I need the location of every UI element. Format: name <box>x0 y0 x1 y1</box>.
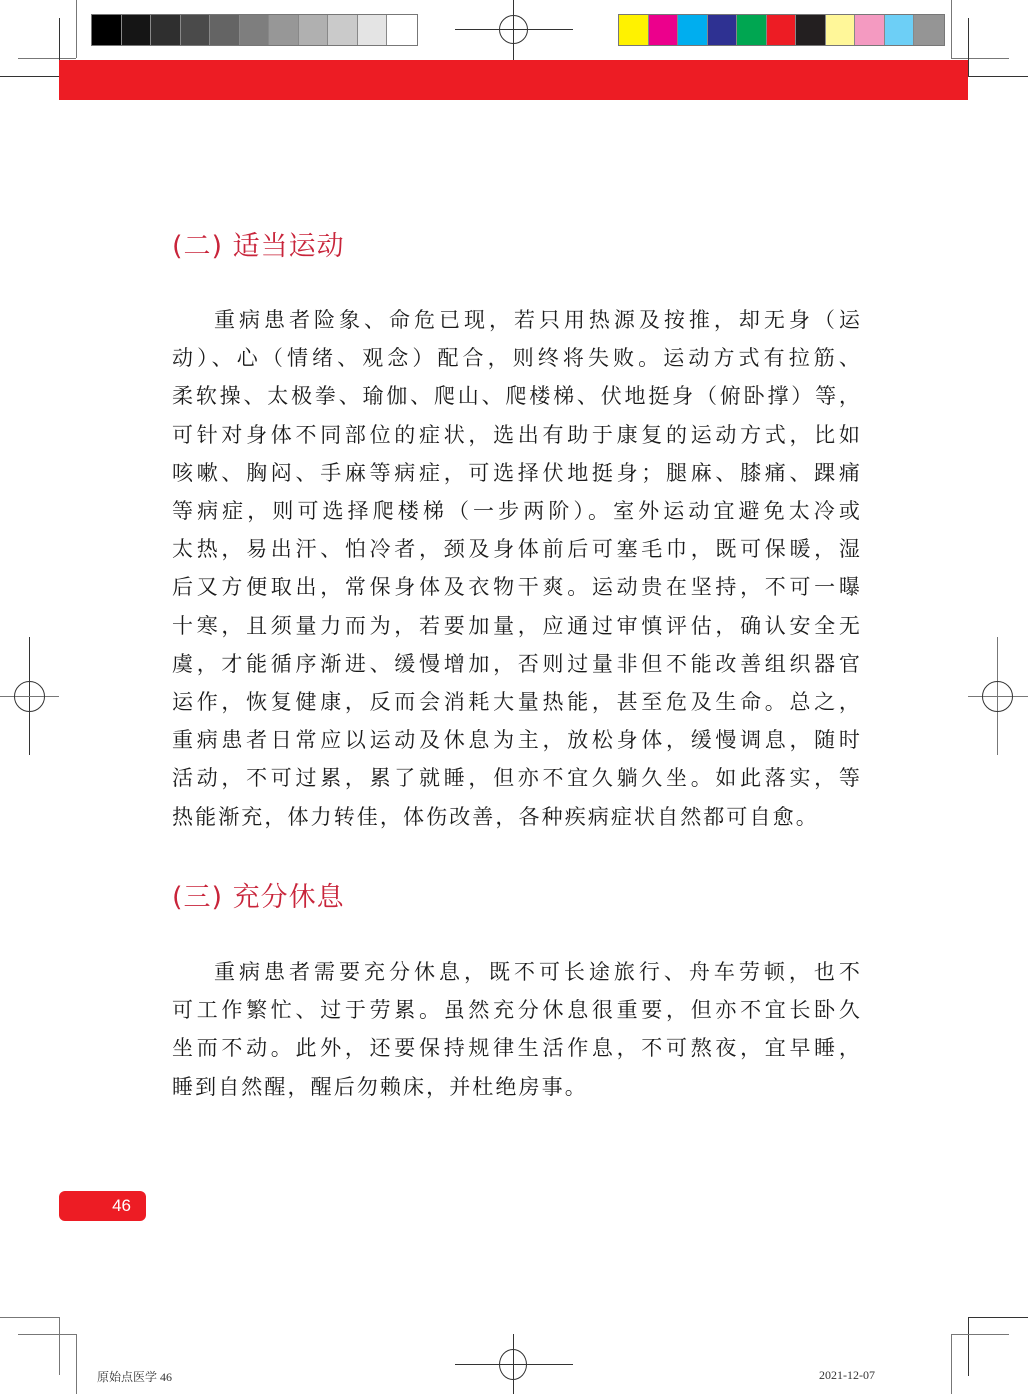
color-swatch <box>708 15 738 45</box>
color-swatch <box>92 15 122 45</box>
crosshair-circle <box>499 1349 527 1380</box>
crop-line <box>951 58 1009 59</box>
color-swatch <box>767 15 797 45</box>
crop-line <box>76 0 77 58</box>
crop-line <box>968 18 969 76</box>
color-swatch <box>387 15 417 45</box>
paragraph-line: 等病症，则可选择爬楼梯（一步两阶）。室外运动宜避免太冷或 <box>172 499 862 524</box>
header-band <box>59 60 968 100</box>
paragraph-line: 动）、心（情绪、观念）配合，则终将失败。运动方式有拉筋、 <box>172 346 862 371</box>
crop-line <box>968 1317 969 1376</box>
section-heading-rest: (三) 充分休息 <box>172 882 345 913</box>
grayscale-calibration-strip <box>91 14 418 46</box>
color-calibration-strip <box>618 14 945 46</box>
color-swatch <box>855 15 885 45</box>
crosshair-circle <box>14 681 45 712</box>
paragraph-line: 太热，易出汗、怕冷者，颈及身体前后可塞毛巾，既可保暖，湿 <box>172 537 862 562</box>
paragraph-line: 可工作繁忙、过于劳累。虽然充分休息很重要，但亦不宜长卧久 <box>172 998 862 1023</box>
crop-line <box>968 76 1028 77</box>
footer-source-label: 原始点医学 46 <box>97 1370 173 1384</box>
color-swatch <box>210 15 240 45</box>
color-swatch <box>328 15 358 45</box>
crop-line <box>18 1334 76 1335</box>
color-swatch <box>649 15 679 45</box>
paragraph-line: 重病患者日常应以运动及休息为主，放松身体，缓慢调息，随时 <box>172 728 862 753</box>
color-swatch <box>240 15 270 45</box>
section-heading-exercise: (二) 适当运动 <box>172 231 345 262</box>
crosshair-circle <box>982 681 1013 712</box>
paragraph-line: 可针对身体不同部位的症状，选出有助于康复的运动方式，比如 <box>172 422 862 447</box>
section-paragraph-exercise <box>172 301 862 836</box>
color-swatch <box>826 15 856 45</box>
registration-mark-top <box>455 0 573 60</box>
crop-line <box>951 1334 1009 1335</box>
paragraph-line: 运作，恢复健康，反而会消耗大量热能，甚至危及生命。总之， <box>172 690 862 715</box>
crop-line <box>951 0 952 58</box>
color-swatch <box>151 15 181 45</box>
color-swatch <box>737 15 767 45</box>
color-swatch <box>181 15 211 45</box>
crop-line <box>18 58 76 59</box>
crop-line <box>951 1334 952 1394</box>
color-swatch <box>914 15 944 45</box>
crop-line <box>59 1317 60 1375</box>
crop-line <box>0 1317 59 1318</box>
paragraph-line: 十寒，且须量力而为，若要加量，应通过审慎评估，确认安全无 <box>172 613 862 638</box>
registration-mark-left <box>0 637 60 755</box>
section-paragraph-rest <box>172 953 862 1106</box>
paragraph-line: 虞，才能循序渐进、缓慢增加，否则过量非但不能改善组织器官 <box>172 651 862 676</box>
registration-mark-right <box>968 637 1028 755</box>
paragraph-line: 咳嗽、胸闷、手麻等病症，可选择伏地挺身；腿麻、膝痛、踝痛 <box>172 460 862 485</box>
paragraph-line: 后又方便取出，常保身体及衣物干爽。运动贵在坚持，不可一曝 <box>172 575 862 600</box>
color-swatch <box>122 15 152 45</box>
paragraph-line: 热能渐充，体力转佳，体伤改善，各种疾病症状自然都可自愈。 <box>172 804 819 829</box>
crosshair-circle <box>499 15 528 44</box>
page-number-badge: 46 <box>59 1191 146 1221</box>
paragraph-line: 重病患者险象、命危已现，若只用热源及按推，却无身（运 <box>214 308 862 332</box>
footer-date: 2021-12-07 <box>819 1368 875 1382</box>
registration-mark-bottom <box>455 1334 573 1394</box>
color-swatch <box>678 15 708 45</box>
crop-line <box>968 1317 1028 1318</box>
color-swatch <box>358 15 388 45</box>
crop-line <box>76 1334 77 1394</box>
color-swatch <box>619 15 649 45</box>
paragraph-line: 柔软操、太极拳、瑜伽、爬山、爬楼梯、伏地挺身（俯卧撑）等， <box>172 384 862 409</box>
paragraph-line: 睡到自然醒，醒后勿赖床，并杜绝房事。 <box>172 1074 588 1099</box>
color-swatch <box>269 15 299 45</box>
color-swatch <box>796 15 826 45</box>
paragraph-line: 重病患者需要充分休息，既不可长途旅行、舟车劳顿，也不 <box>214 960 862 984</box>
color-swatch <box>299 15 329 45</box>
color-swatch <box>885 15 915 45</box>
crop-line <box>0 76 59 77</box>
paragraph-line: 坐而不动。此外，还要保持规律生活作息，不可熬夜，宜早睡， <box>172 1036 862 1061</box>
paragraph-line: 活动，不可过累，累了就睡，但亦不宜久躺久坐。如此落实，等 <box>172 766 862 791</box>
